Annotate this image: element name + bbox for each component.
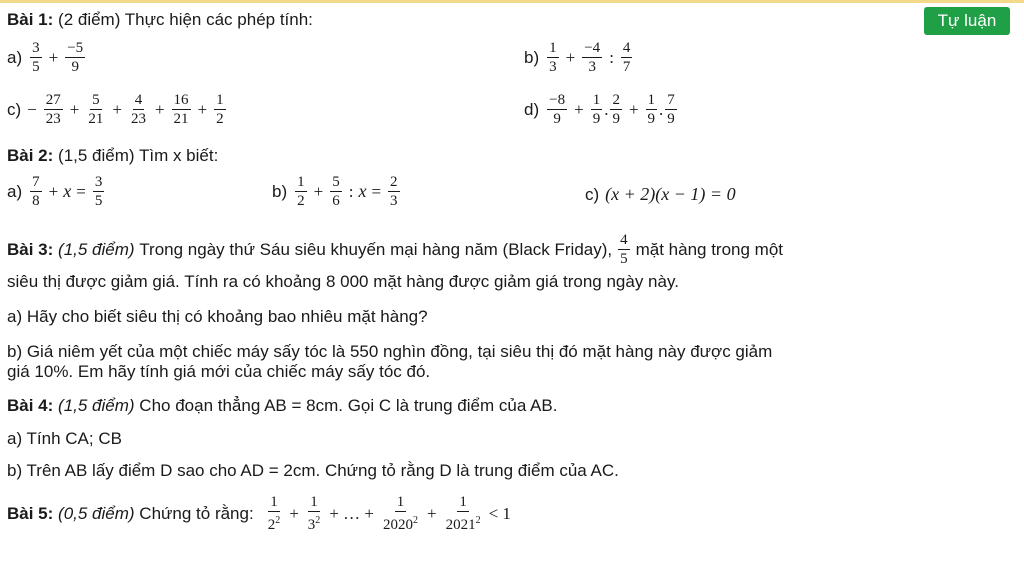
- fraction: $\frac{4}{7}$: [622, 40, 631, 75]
- fraction: $\frac{-5}{9}$: [67, 40, 84, 75]
- fraction: $\frac{1}{9}$: [647, 92, 656, 127]
- bai4-title: Bài 4:: [7, 396, 54, 415]
- bai2-c-expression: (x + 2)(x − 1) = 0: [605, 184, 736, 204]
- fraction: $\frac{7}{8}$: [32, 174, 40, 209]
- fraction: $\frac{7}{9}$: [667, 92, 675, 127]
- bai1-title: Bài 1:: [7, 10, 54, 29]
- bai3-text1-post: mặt hàng trong một: [635, 239, 784, 259]
- bai2-title: Bài 2:: [7, 146, 54, 165]
- bai5-line: Bài 5: (0,5 điểm) Chứng tỏ rằng: $\frac{1}{2^2}$ + $\frac{1}{3^2}$ + … + $\frac{1}{2020^2}$ + $\frac{1}{2021^2}$ < 1: [7, 494, 511, 533]
- bai4-text: Cho đoạn thẳng AB = 8cm. Gọi C là trung điểm của AB.: [139, 396, 558, 415]
- bai1-d: d) $\frac{-8}{9}$ + $\frac{1}{9}$ . $\frac{2}{9}$ + $\frac{1}{9}$ . $\frac{7}{9}$: [524, 92, 675, 127]
- bai3-line1: [7, 232, 783, 267]
- bai4-line1: [7, 396, 557, 416]
- label-a: a): [7, 181, 23, 201]
- bai2-b: b) $\frac{1}{2}$ + $\frac{5}{6}$ : x = $\frac{2}{3}$: [272, 174, 398, 209]
- fraction: $\frac{1}{2}$: [297, 174, 305, 209]
- bai2-header: [7, 146, 218, 166]
- fraction: $\frac{4}{23}$: [130, 92, 146, 127]
- bai5-text: Chứng tỏ rằng:: [139, 503, 254, 523]
- bai2-c: [585, 184, 736, 205]
- bai3-text1: Trong ngày thứ Sáu siêu khuyến mại hàng năm (Black Friday),: [139, 239, 613, 259]
- fraction: $\frac{-8}{9}$: [549, 92, 566, 127]
- bai5-score: (0,5 điểm): [58, 503, 135, 523]
- fraction: $\frac{2}{3}$: [390, 174, 398, 209]
- label-d: d): [524, 99, 540, 119]
- bai3-qb1: b) Giá niêm yết của một chiếc máy sấy tóc là 550 nghìn đồng, tại siêu thị đó mặt hàng này được giảm: [7, 342, 773, 361]
- bai2-a: a) $\frac{7}{8}$ + x = $\frac{3}{5}$: [7, 174, 103, 209]
- fraction: $\frac{1}{3^2}$: [307, 494, 321, 533]
- bai3-score: (1,5 điểm): [58, 239, 135, 259]
- fraction: $\frac{16}{21}$: [173, 92, 189, 127]
- bai4-score: (1,5 điểm): [58, 396, 135, 415]
- bai1-a: a) $\frac{3}{5}$ + $\frac{-5}{9}$: [7, 40, 84, 75]
- bai4-qa: a) Tính CA; CB: [7, 429, 122, 448]
- fraction: $\frac{1}{3}$: [549, 40, 557, 75]
- fraction: $\frac{1}{9}$: [592, 92, 601, 127]
- bai3-line2: siêu thị được giảm giá. Tính ra có khoảng 8 000 mặt hàng được giảm giá trong ngày này.: [7, 272, 679, 291]
- label-c: c): [585, 184, 600, 204]
- bai3-title: Bài 3:: [7, 239, 54, 259]
- fraction: $\frac{1}{2^2}$: [267, 494, 281, 533]
- bai1-desc: (2 điểm) Thực hiện các phép tính:: [58, 10, 313, 29]
- fraction: $\frac{5}{6}$: [332, 174, 340, 209]
- label-a: a): [7, 47, 23, 67]
- fraction: $\frac{27}{23}$: [45, 92, 61, 127]
- bai3-qa: a) Hãy cho biết siêu thị có khoảng bao nhiêu mặt hàng?: [7, 307, 428, 326]
- bai1-c: c) − $\frac{27}{23}$ + $\frac{5}{21}$ + $\frac{4}{23}$ + $\frac{16}{21}$ + $\frac{1}{2}$: [7, 92, 224, 127]
- fraction: $\frac{4}{5}$: [620, 232, 628, 267]
- fraction: $\frac{2}{9}$: [612, 92, 620, 127]
- tu-luan-badge: Tự luận: [924, 7, 1010, 35]
- bai5-tail: < 1: [488, 503, 511, 523]
- bai3-qb2: giá 10%. Em hãy tính giá mới của chiếc máy sấy tóc đó.: [7, 362, 431, 381]
- label-b: b): [272, 181, 288, 201]
- label-c: c): [7, 99, 22, 119]
- fraction: $\frac{-4}{3}$: [584, 40, 601, 75]
- bai1-b: b) $\frac{1}{3}$ + $\frac{-4}{3}$ : $\frac{4}{7}$: [524, 40, 631, 75]
- top-border: [0, 0, 1024, 3]
- fraction: $\frac{5}{21}$: [88, 92, 104, 127]
- fraction: $\frac{3}{5}$: [32, 40, 40, 75]
- bai4-qb: b) Trên AB lấy điểm D sao cho AD = 2cm. Chứng tỏ rằng D là trung điểm của AC.: [7, 461, 619, 480]
- label-b: b): [524, 47, 540, 67]
- bai1-header: [7, 10, 313, 30]
- fraction: $\frac{3}{5}$: [94, 174, 103, 209]
- fraction: $\frac{1}{2}$: [216, 92, 224, 127]
- bai5-title: Bài 5:: [7, 503, 54, 523]
- fraction: $\frac{1}{2020^2}$: [382, 494, 418, 533]
- bai2-desc: (1,5 điểm) Tìm x biết:: [58, 146, 219, 165]
- fraction: $\frac{1}{2021^2}$: [445, 494, 481, 533]
